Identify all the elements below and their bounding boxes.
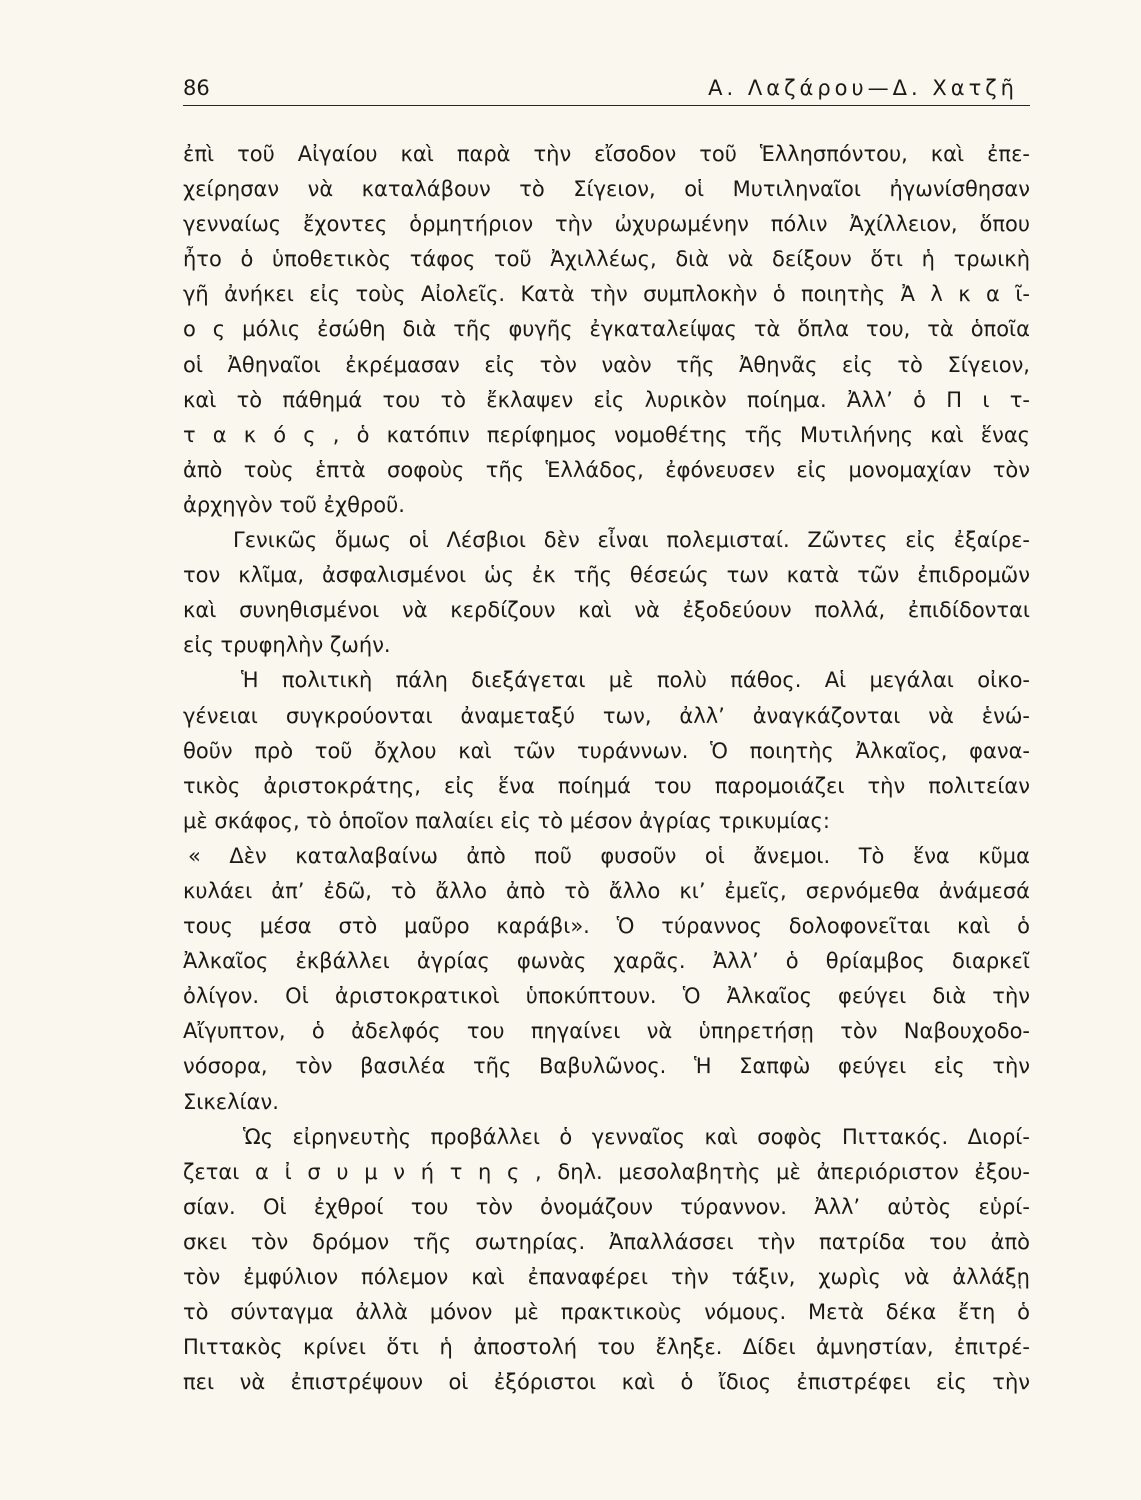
body-line: γενναίως ἔχοντες ὁρμητήριον τὴν ὠχυρωμένην πόλιν Ἀχίλλειον, ὅπου bbox=[183, 212, 1030, 237]
body-line: οἱ Ἀθηναῖοι ἐκρέμασαν εἰς τὸν ναὸν τῆς Ἀθηνᾶς εἰς τὸ Σίγειον, bbox=[183, 352, 1030, 377]
body-line: νόσορα, τὸν βασιλέα τῆς Βαβυλῶνος. Ἡ Σαπφὼ φεύγει εἰς τὴν bbox=[183, 1054, 1030, 1079]
body-line: ο ς μόλις ἐσώθη διὰ τῆς φυγῆς ἐγκαταλείψας τὰ ὅπλα του, τὰ ὁποῖα bbox=[183, 317, 1030, 342]
body-line: Ἀλκαῖος ἐκβάλλει ἀγρίας φωνὰς χαρᾶς. Ἀλλ’ ὁ θρίαμβος διαρκεῖ bbox=[183, 949, 1030, 974]
paragraph bbox=[183, 523, 1030, 663]
body-line: τικὸς ἀριστοκράτης, εἰς ἕνα ποίημά του παρομοιάζει τὴν πολιτείαν bbox=[183, 773, 1030, 798]
body-line: εἰς τρυφηλὴν ζωήν. bbox=[183, 633, 391, 658]
body-line: καὶ τὸ πάθημά του τὸ ἔκλαψεν εἰς λυρικὸν ποίημα. Ἀλλ’ ὁ Π ι τ- bbox=[183, 387, 1030, 412]
body-line: πει νὰ ἐπιστρέψουν οἱ ἐξόριστοι καὶ ὁ ἴδιος ἐπιστρέφει εἰς τὴν bbox=[183, 1370, 1030, 1395]
body-line: ὀλίγον. Οἱ ἀριστοκρατικοὶ ὑποκύπτουν. Ὁ Ἀλκαῖος φεύγει διὰ τὴν bbox=[183, 984, 1030, 1009]
body-line: καὶ συνηθισμένοι νὰ κερδίζουν καὶ νὰ ἐξοδεύουν πολλά, ἐπιδίδονται bbox=[183, 598, 1030, 623]
body-line: τον κλῖμα, ἀσφαλισμένοι ὡς ἐκ τῆς θέσεώς των κατὰ τῶν ἐπιδρομῶν bbox=[183, 563, 1030, 588]
body-line: ζεται α ἰ σ υ μ ν ή τ η ς , δηλ. μεσολαβητὴς μὲ ἀπεριόριστον ἐξου- bbox=[183, 1159, 1030, 1184]
body-line: τὸ σύνταγμα ἀλλὰ μόνον μὲ πρακτικοὺς νόμους. Μετὰ δέκα ἔτη ὁ bbox=[183, 1300, 1030, 1325]
body-line: Πιττακὸς κρίνει ὅτι ἡ ἀποστολή του ἔληξε. Δίδει ἀμνηστίαν, ἐπιτρέ- bbox=[183, 1335, 1030, 1360]
running-head-authors: Α. Λαζάρου—Δ. Χατζῆ bbox=[708, 76, 1018, 100]
body-line: σίαν. Οἱ ἐχθροί του τὸν ὀνομάζουν τύραννον. Ἀλλ’ αὐτὸς εὑρί- bbox=[183, 1194, 1030, 1219]
body-line: Γενικῶς ὅμως οἱ Λέσβιοι δὲν εἶναι πολεμισταί. Ζῶντες εἰς ἐξαίρε- bbox=[233, 528, 1030, 553]
body-line: γένειαι συγκρούονται ἀναμεταξύ των, ἀλλ’ ἀναγκάζονται νὰ ἑνώ- bbox=[183, 703, 1030, 728]
body-line: Ἡ πολιτικὴ πάλη διεξάγεται μὲ πολὺ πάθος. Αἱ μεγάλαι οἰκο- bbox=[241, 668, 1030, 693]
body-line: Ὡς εἰρηνευτὴς προβάλλει ὁ γενναῖος καὶ σοφὸς Πιττακός. Διορί- bbox=[243, 1124, 1030, 1149]
paragraph bbox=[183, 1120, 1030, 1401]
body-line: θοῦν πρὸ τοῦ ὄχλου καὶ τῶν τυράννων. Ὁ ποιητὴς Ἀλκαῖος, φανα- bbox=[183, 738, 1030, 763]
body-line: μὲ σκάφος, τὸ ὁποῖον παλαίει εἰς τὸ μέσον ἀγρίας τρικυμίας: bbox=[183, 808, 830, 833]
body-line: ἀρχηγὸν τοῦ ἐχθροῦ. bbox=[183, 492, 405, 517]
body-line: ἀπὸ τοὺς ἑπτὰ σοφοὺς τῆς Ἑλλάδος, ἐφόνευσεν εἰς μονομαχίαν τὸν bbox=[183, 457, 1030, 482]
body-line: Σικελίαν. bbox=[183, 1089, 279, 1114]
paragraph bbox=[183, 663, 1030, 1119]
body-line: τὸν ἐμφύλιον πόλεμον καὶ ἐπαναφέρει τὴν τάξιν, χωρὶς νὰ ἀλλάξῃ bbox=[183, 1265, 1030, 1289]
header-rule bbox=[183, 105, 1030, 106]
body-line: χείρησαν νὰ καταλάβουν τὸ Σίγειον, οἱ Μυτιληναῖοι ἠγωνίσθησαν bbox=[183, 177, 1030, 202]
body-line: Αἴγυπτον, ὁ ἀδελφός του πηγαίνει νὰ ὑπηρετήσῃ τὸν Ναβουχοδο- bbox=[183, 1019, 1030, 1044]
body-line: κυλάει ἀπ’ ἐδῶ, τὸ ἄλλο ἀπὸ τὸ ἄλλο κι’ ἐμεῖς, σερνόμεθα ἀνάμεσά bbox=[183, 878, 1030, 903]
page-number: 86 bbox=[183, 76, 210, 100]
body-text bbox=[183, 137, 1030, 1400]
body-line: τους μέσα στὸ μαῦρο καράβι». Ὁ τύραννος δολοφονεῖται καὶ ὁ bbox=[183, 914, 1030, 939]
body-line: σκει τὸν δρόμον τῆς σωτηρίας. Ἀπαλλάσσει τὴν πατρίδα του ἀπὸ bbox=[183, 1229, 1030, 1254]
body-line: γῆ ἀνήκει εἰς τοὺς Αἰολεῖς. Κατὰ τὴν συμπλοκὴν ὁ ποιητὴς Ἀ λ κ α ῖ- bbox=[183, 282, 1030, 307]
paragraph bbox=[183, 137, 1030, 523]
body-line: τ α κ ό ς , ὁ κατόπιν περίφημος νομοθέτης τῆς Μυτιλήνης καὶ ἕνας bbox=[183, 422, 1030, 447]
quote-line: « Δὲν καταλαβαίνω ἀπὸ ποῦ φυσοῦν οἱ ἄνεμοι. Τὸ ἕνα κῦμα bbox=[188, 843, 1030, 868]
body-line: ἦτο ὁ ὑποθετικὸς τάφος τοῦ Ἀχιλλέως, διὰ νὰ δείξουν ὅτι ἡ τρωικὴ bbox=[183, 247, 1030, 272]
body-line: ἐπὶ τοῦ Αἰγαίου καὶ παρὰ τὴν εἴσοδον τοῦ Ἑλλησπόντου, καὶ ἐπε- bbox=[183, 142, 1030, 166]
